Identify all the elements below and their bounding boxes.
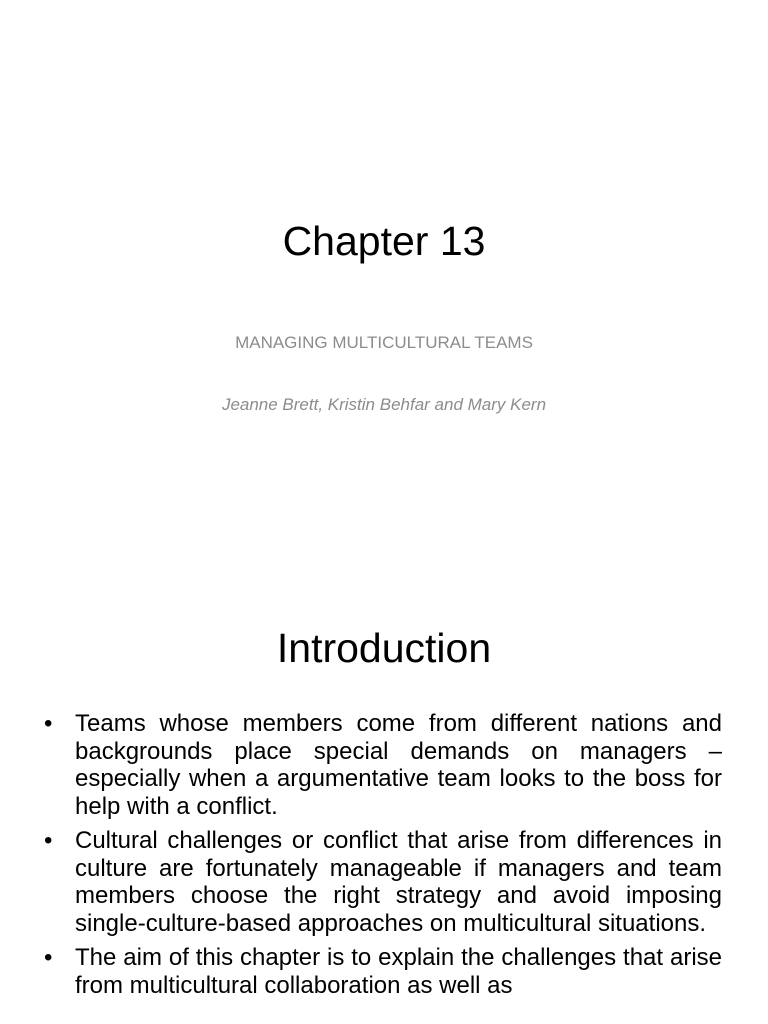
bullet-text: Cultural challenges or conflict that arise from differences in culture are fortunately manageable if managers and team members choose the right strategy and avoid imposing single-culture-based approaches on multicultural situations.	[75, 827, 722, 937]
bullet-item	[44, 827, 722, 937]
chapter-title: Chapter 13	[282, 218, 486, 264]
bullet-list	[44, 710, 722, 1006]
bullet-dot-icon: •	[44, 710, 53, 737]
slide-title: Introduction	[276, 625, 492, 671]
bullet-dot-icon: •	[44, 827, 53, 854]
bullet-text: The aim of this chapter is to explain the challenges that arise from multicultural collaboration as well as	[75, 944, 722, 999]
bullet-text: Teams whose members come from different nations and backgrounds place special demands on managers – especially when a argumentative team looks to the boss for help with a conflict.	[75, 710, 722, 820]
bullet-item	[44, 710, 722, 820]
bullet-item	[44, 944, 722, 999]
bullet-dot-icon: •	[44, 944, 53, 971]
chapter-authors: Jeanne Brett, Kristin Behfar and Mary Kern	[221, 395, 547, 414]
chapter-subtitle: MANAGING MULTICULTURAL TEAMS	[235, 333, 533, 352]
introduction-slide	[0, 576, 768, 1024]
